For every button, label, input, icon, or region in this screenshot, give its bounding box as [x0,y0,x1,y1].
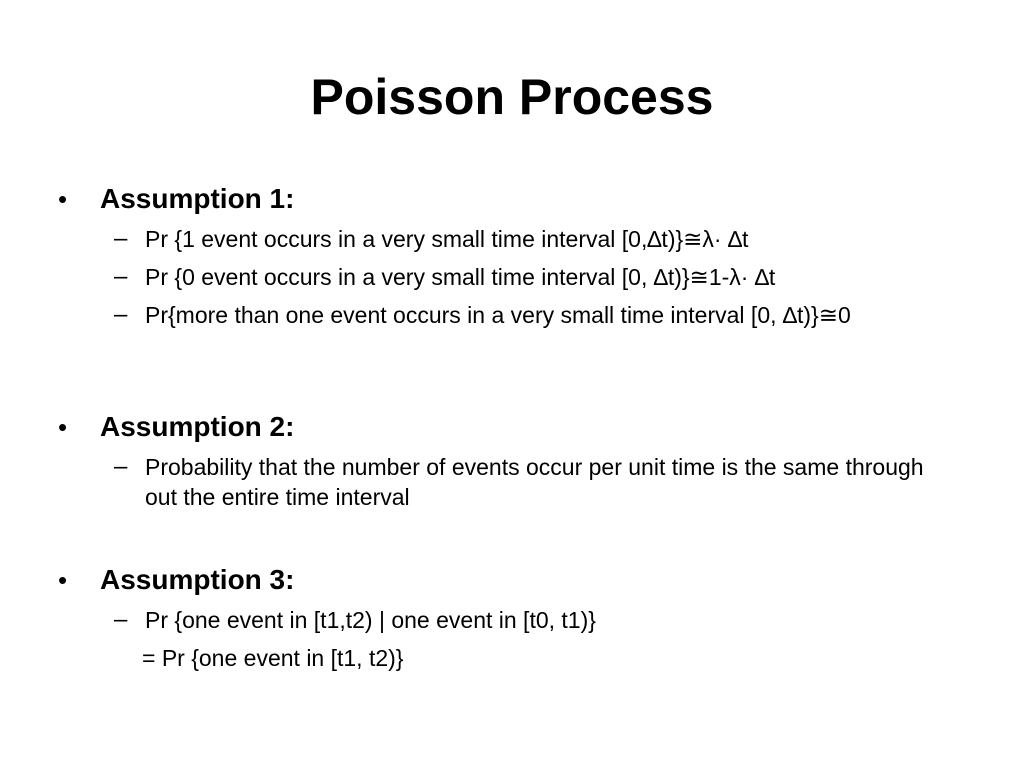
assumption-1-heading: Assumption 1: [100,183,295,214]
assumption-3-heading: Assumption 3: [100,564,295,595]
dash-icon: – [114,301,128,328]
assumption-2-heading: Assumption 2: [100,411,295,442]
assumption-3-item-1: Pr {one event in [t1,t2) | one event in [t0, t1)} [145,607,596,633]
assumption-1-item-2: Pr {0 event occurs in a very small time interval [0, ∆t)}≅1-λ· ∆t [145,264,776,290]
dash-icon: – [114,606,128,633]
bullet-icon: • [58,412,68,442]
assumption-3-continuation: = Pr {one event in [t1, t2)} [142,645,404,671]
assumption-1-item-1: Pr {1 event occurs in a very small time interval [0,∆t)}≅λ· ∆t [145,226,749,252]
bullet-icon: • [58,565,68,595]
slide-title: Poisson Process [310,69,714,125]
dash-icon: – [114,225,128,252]
assumption-2-item-1: Probability that the number of events occur per unit time is the same through out the entire time interval [145,454,924,510]
assumption-1-item-3: Pr{more than one event occurs in a very small time interval [0, ∆t)}≅0 [145,302,851,328]
dash-icon: – [114,263,128,290]
dash-icon: – [114,453,128,480]
bullet-icon: • [58,184,68,214]
